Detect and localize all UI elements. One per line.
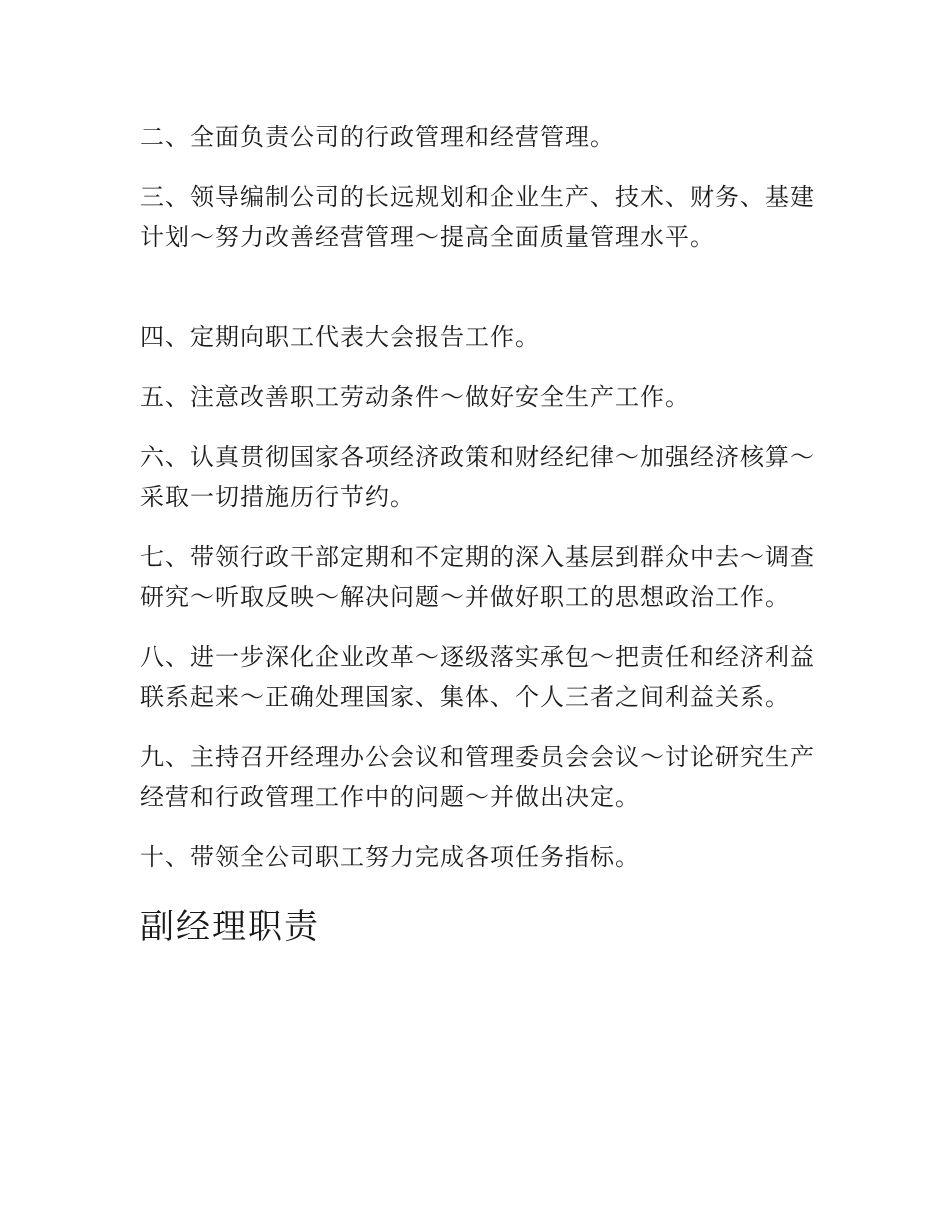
duty-item-5: 五、注意改善职工劳动条件～做好安全生产工作。: [140, 383, 690, 411]
duty-item-9: 九、主持召开经理办公会议和管理委员会会议～讨论研究生产经营和行政管理工作中的问题～并做出决定。: [140, 743, 815, 811]
duty-item-4: 四、定期向职工代表大会报告工作。: [140, 323, 540, 351]
duty-item-2: 二、全面负责公司的行政管理和经营管理。: [140, 123, 615, 151]
section-heading: 副经理职责: [140, 907, 320, 947]
duty-item-6: 六、认真贯彻国家各项经济政策和财经纪律～加强经济核算～采取一切措施历行节约。: [140, 443, 815, 511]
duty-item-7: 七、带领行政干部定期和不定期的深入基层到群众中去～调查研究～听取反映～解决问题～并做好职工的思想政治工作。: [140, 543, 815, 611]
document-page: [140, 117, 820, 951]
duty-item-3: 三、领导编制公司的长远规划和企业生产、技术、财务、基建计划～努力改善经营管理～提高全面质量管理水平。: [140, 183, 815, 251]
duty-item-10: 十、带领全公司职工努力完成各项任务指标。: [140, 843, 640, 871]
duty-item-8: 八、进一步深化企业改革～逐级落实承包～把责任和经济利益联系起来～正确处理国家、集体、个人三者之间利益关系。: [140, 643, 815, 711]
